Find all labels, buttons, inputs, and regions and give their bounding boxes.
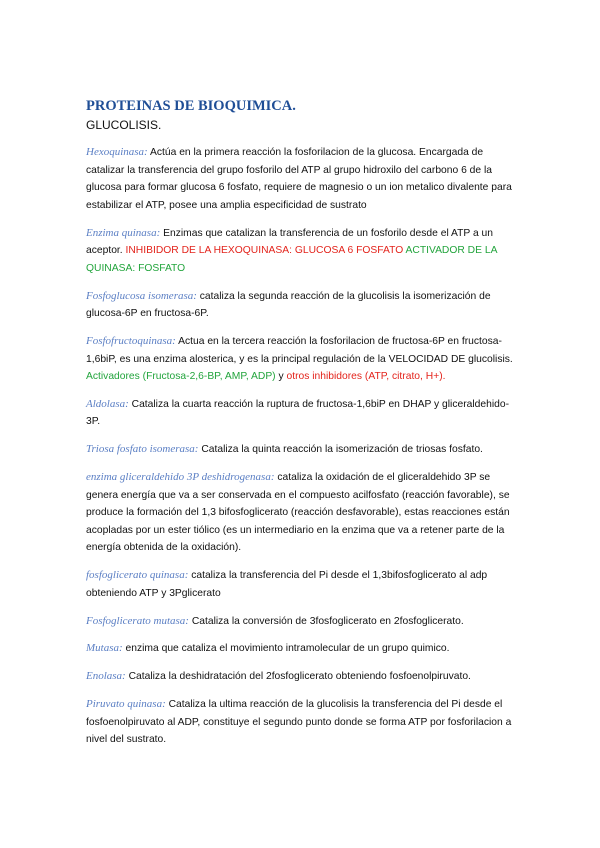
paragraph-triosa-fosfato-isomerasa	[86, 441, 518, 459]
inhibitor-note: INHIBIDOR DE LA HEXOQUINASA: GLUCOSA 6 FOSFATO	[125, 245, 404, 257]
paragraph-aldolasa	[86, 396, 518, 431]
paragraph-text: enzima que cataliza el movimiento intramolecular de un grupo quimico.	[122, 643, 450, 655]
term-hexoquinasa: Hexoquinasa:	[86, 146, 148, 158]
term-enolasa: Enolasa:	[86, 670, 126, 683]
paragraph-text: Actua en la tercera reacción la fosforilacion de fructosa-6P en fructosa-1,6biP, es una enzima alosterica, y es la principal regulación de la VELOCIDAD DE glucolisis.	[86, 335, 513, 365]
paragraph-fosfofructoquinasa	[86, 333, 518, 386]
paragraph-fosfoglicerato-mutasa	[86, 613, 518, 631]
paragraph-hexoquinasa	[86, 144, 518, 214]
paragraph-gliceraldehido-deshidrogenasa	[86, 469, 518, 557]
paragraph-text: Cataliza la deshidratación del 2fosfoglicerato obteniendo fosfoenolpiruvato.	[125, 671, 471, 683]
term-fosfoglicerato-quinasa: fosfoglicerato quinasa:	[86, 569, 189, 582]
term-mutasa: Mutasa:	[86, 642, 123, 655]
paragraph-enzima-quinasa	[86, 225, 518, 278]
paragraph-fosfoglucosa-isomerasa	[86, 288, 518, 323]
term-aldolasa: Aldolasa:	[86, 397, 129, 410]
section-subtitle: GLUCOLISIS.	[86, 118, 162, 132]
paragraph-text: Actúa en la primera reacción la fosforilacion de la glucosa. Encargada de catalizar la transferencia del grupo fosforilo del ATP al grupo hidroxilo del carbono 6 de la glucosa para formar glucosa 6 fosfato, requiere de magnesio o un ion metalico divalente para estabilizar el ATP, posee una amplia especificidad de sustrato	[86, 147, 512, 211]
paragraph-text: Cataliza la quinta reacción la isomerización de triosas fosfato.	[198, 444, 483, 456]
activator-note: ACTIVADOR DE LA QUINASA: FOSFATO	[86, 245, 497, 274]
term-gliceraldehido-deshidrogenasa: enzima gliceraldehido 3P deshidrogenasa:	[86, 471, 275, 484]
inhibitors-note: otros inhibidores (ATP, citrato, H+).	[286, 371, 446, 383]
term-fosfofructoquinasa: Fosfofructoquinasa:	[86, 334, 176, 347]
term-fosfoglicerato-mutasa: Fosfoglicerato mutasa:	[86, 614, 189, 627]
paragraph-text: Cataliza la cuarta reacción la ruptura de fructosa-1,6biP en DHAP y gliceraldehido-3P.	[86, 398, 510, 428]
paragraph-text: Cataliza la conversión de 3fosfoglicerato en 2fosfoglicerato.	[188, 615, 464, 627]
paragraph-fosfoglicerato-quinasa	[86, 567, 518, 602]
term-triosa-fosfato-isomerasa: Triosa fosfato isomerasa:	[86, 443, 199, 456]
term-fosfoglucosa-isomerasa: Fosfoglucosa isomerasa:	[86, 289, 197, 302]
term-enzima-quinasa: Enzima quinasa:	[86, 226, 161, 239]
page-title: PROTEINAS DE BIOQUIMICA.	[86, 98, 296, 114]
paragraph-text: cataliza la segunda reacción de la glucolisis la isomerización de glucosa-6P en fructosa-6P.	[86, 290, 491, 320]
activators-note: Activadores (Fructosa-2,6-BP, AMP, ADP)	[86, 371, 276, 383]
paragraph-piruvato-quinasa	[86, 696, 518, 749]
term-piruvato-quinasa: Piruvato quinasa:	[86, 697, 166, 710]
paragraph-enolasa	[86, 668, 518, 686]
paragraph-text: cataliza la transferencia del Pi desde el 1,3bifosfoglicerato al adp obteniendo ATP y 3Pglicerato	[86, 570, 488, 599]
paragraph-text: Enzimas que catalizan la transferencia de un fosforilo desde el ATP a un aceptor.	[86, 227, 493, 257]
document-content	[86, 97, 518, 759]
paragraph-text: cataliza la oxidación de el gliceraldehido 3P se genera energía que va a ser conservada en el compuesto acilfosfato (reacción favorable), se produce la formación del 1,3 bifosfoglicerato (reacción desfavorable), estas reacciones están acopladas por un ester tiólico (es un intermediario en la enzima que va a retener parte de la energía obtenida de la oxidación).	[86, 472, 510, 554]
paragraph-mutasa	[86, 640, 518, 658]
paragraph-text: Cataliza la ultima reacción de la glucolisis la transferencia del Pi desde el fosfoenolpiruvato al ADP, constituye el segundo punto donde se forma ATP por fosforilacion a nivel del sustrato.	[86, 698, 512, 746]
connector-text: y	[275, 371, 287, 383]
